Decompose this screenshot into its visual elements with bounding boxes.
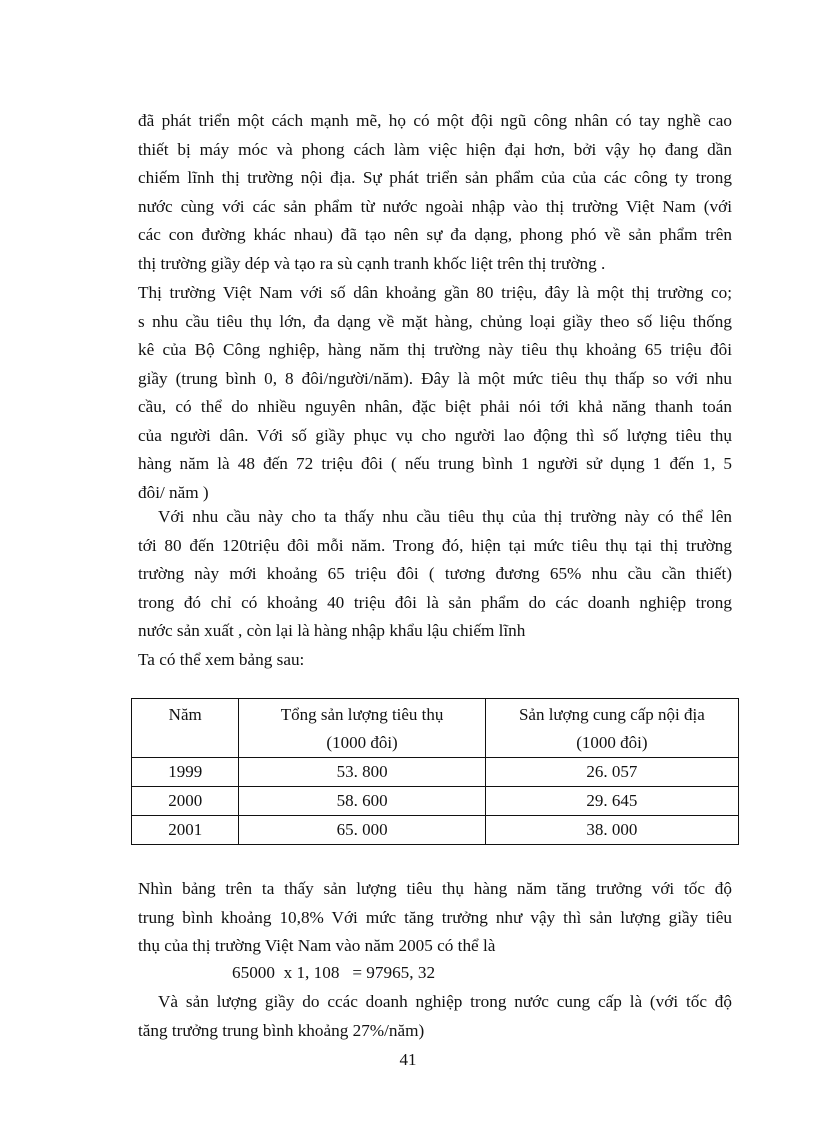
text-line: các con đường khác nhau) đã tạo nên sự đa dạng, phong phó về sản phẩm trên bbox=[138, 225, 732, 244]
cell-year: 1999 bbox=[132, 758, 239, 787]
paragraph-3 bbox=[138, 503, 732, 674]
text-line: tới 80 đến 120triệu đôi mỗi năm. Trong đó, hiện tại mức tiêu thụ tại thị trường bbox=[138, 535, 732, 555]
table-row bbox=[132, 816, 739, 845]
text-line: Nhìn bảng trên ta thấy sản lượng tiêu thụ hàng năm tăng trưởng với tốc độ bbox=[138, 879, 732, 898]
cell-year: 2001 bbox=[132, 816, 239, 845]
consumption-table bbox=[131, 698, 739, 845]
paragraph-4 bbox=[138, 875, 732, 961]
text-line: Và sản lượng giầy do ccác doanh nghiệp trong nước cung cấp là (với tốc độ bbox=[158, 992, 732, 1011]
text-line: cầu, có thể do nhiều nguyên nhân, đặc biệt phải nói tới khả năng thanh toán bbox=[138, 397, 732, 416]
page-number: 41 bbox=[399, 1050, 417, 1069]
header-total-consumption: Tổng sản lượng tiêu thụ (1000 đôi) bbox=[239, 699, 485, 758]
table-row bbox=[132, 758, 739, 787]
text-line: thụ của thị trường Việt Nam vào năm 2005 có thể là bbox=[138, 936, 496, 955]
text-line: Thị trường Việt Nam với số dân khoảng gần 80 triệu, đây là một thị trường co; bbox=[138, 283, 732, 302]
cell-domestic: 29. 645 bbox=[485, 787, 738, 816]
paragraph-1 bbox=[138, 107, 732, 278]
text-line: thiết bị máy móc và phong cách làm việc hiện đại hơn, bởi vậy họ đang dần bbox=[138, 139, 732, 159]
cell-year: 2000 bbox=[132, 787, 239, 816]
growth-formula: 65000 x 1, 108 = 97965, 32 bbox=[232, 963, 436, 982]
text-line: hàng năm là 48 đến 72 triệu đôi ( nếu trung bình 1 người sử dụng 1 đến 1, 5 bbox=[138, 454, 732, 473]
paragraph-2 bbox=[138, 279, 732, 507]
cell-total: 58. 600 bbox=[239, 787, 485, 816]
text-line: tăng trưởng trung bình khoảng 27%/năm) bbox=[138, 1020, 425, 1040]
text-line: trong đó chỉ có khoảng 40 triệu đôi là sản phẩm do các doanh nghiệp trong bbox=[138, 592, 732, 612]
cell-domestic: 26. 057 bbox=[485, 758, 738, 787]
text-line: trung bình khoảng 10,8% Với mức tăng trưởng như vậy thì sản lượng giầy tiêu bbox=[138, 907, 732, 927]
text-line: chiếm lĩnh thị trường nội địa. Sự phát triển sản phẩm của của các công ty trong bbox=[138, 168, 732, 187]
text-line: thị trường giầy dép và tạo ra sù cạnh tranh khốc liệt trên thị trường . bbox=[138, 253, 606, 273]
header-domestic-supply: Sản lượng cung cấp nội địa (1000 đôi) bbox=[485, 699, 738, 758]
text-line: giầy (trung bình 0, 8 đôi/người/năm). Đây là một mức tiêu thụ thấp so với nhu bbox=[138, 368, 732, 388]
text-line: Với nhu cầu này cho ta thấy nhu cầu tiêu thụ của thị trường này có thể lên bbox=[158, 507, 732, 526]
text-line: nước cùng với các sản phẩm từ nước ngoài nhập vào thị trường Việt Nam (với bbox=[138, 196, 732, 216]
text-line: s nhu cầu tiêu thụ lớn, đa dạng về mặt hàng, chủng loại giầy theo số liệu thống bbox=[138, 311, 732, 331]
text-line: kê của Bộ Công nghiệp, hàng năm thị trường này tiêu thụ khoảng 65 triệu đôi bbox=[138, 340, 732, 359]
header-year: Năm bbox=[132, 699, 239, 758]
paragraph-5 bbox=[138, 988, 732, 1045]
text-line: đôi/ năm ) bbox=[138, 482, 209, 502]
cell-total: 53. 800 bbox=[239, 758, 485, 787]
text-line: đã phát triển một cách mạnh mẽ, họ có một đội ngũ công nhân có tay nghề cao bbox=[138, 111, 732, 130]
text-line: Ta có thể xem bảng sau: bbox=[138, 649, 305, 669]
cell-total: 65. 000 bbox=[239, 816, 485, 845]
text-line: trường này mới khoảng 65 triệu đôi ( tương đương 65% nhu cầu cần thiết) bbox=[138, 564, 732, 583]
cell-domestic: 38. 000 bbox=[485, 816, 738, 845]
table-header-row bbox=[132, 699, 739, 758]
table-row bbox=[132, 787, 739, 816]
text-line: của người dân. Với số giầy phục vụ cho người lao động thì số lượng tiêu thụ bbox=[138, 425, 732, 445]
text-line: nước sản xuất , còn lại là hàng nhập khẩu lậu chiếm lĩnh bbox=[138, 621, 526, 640]
